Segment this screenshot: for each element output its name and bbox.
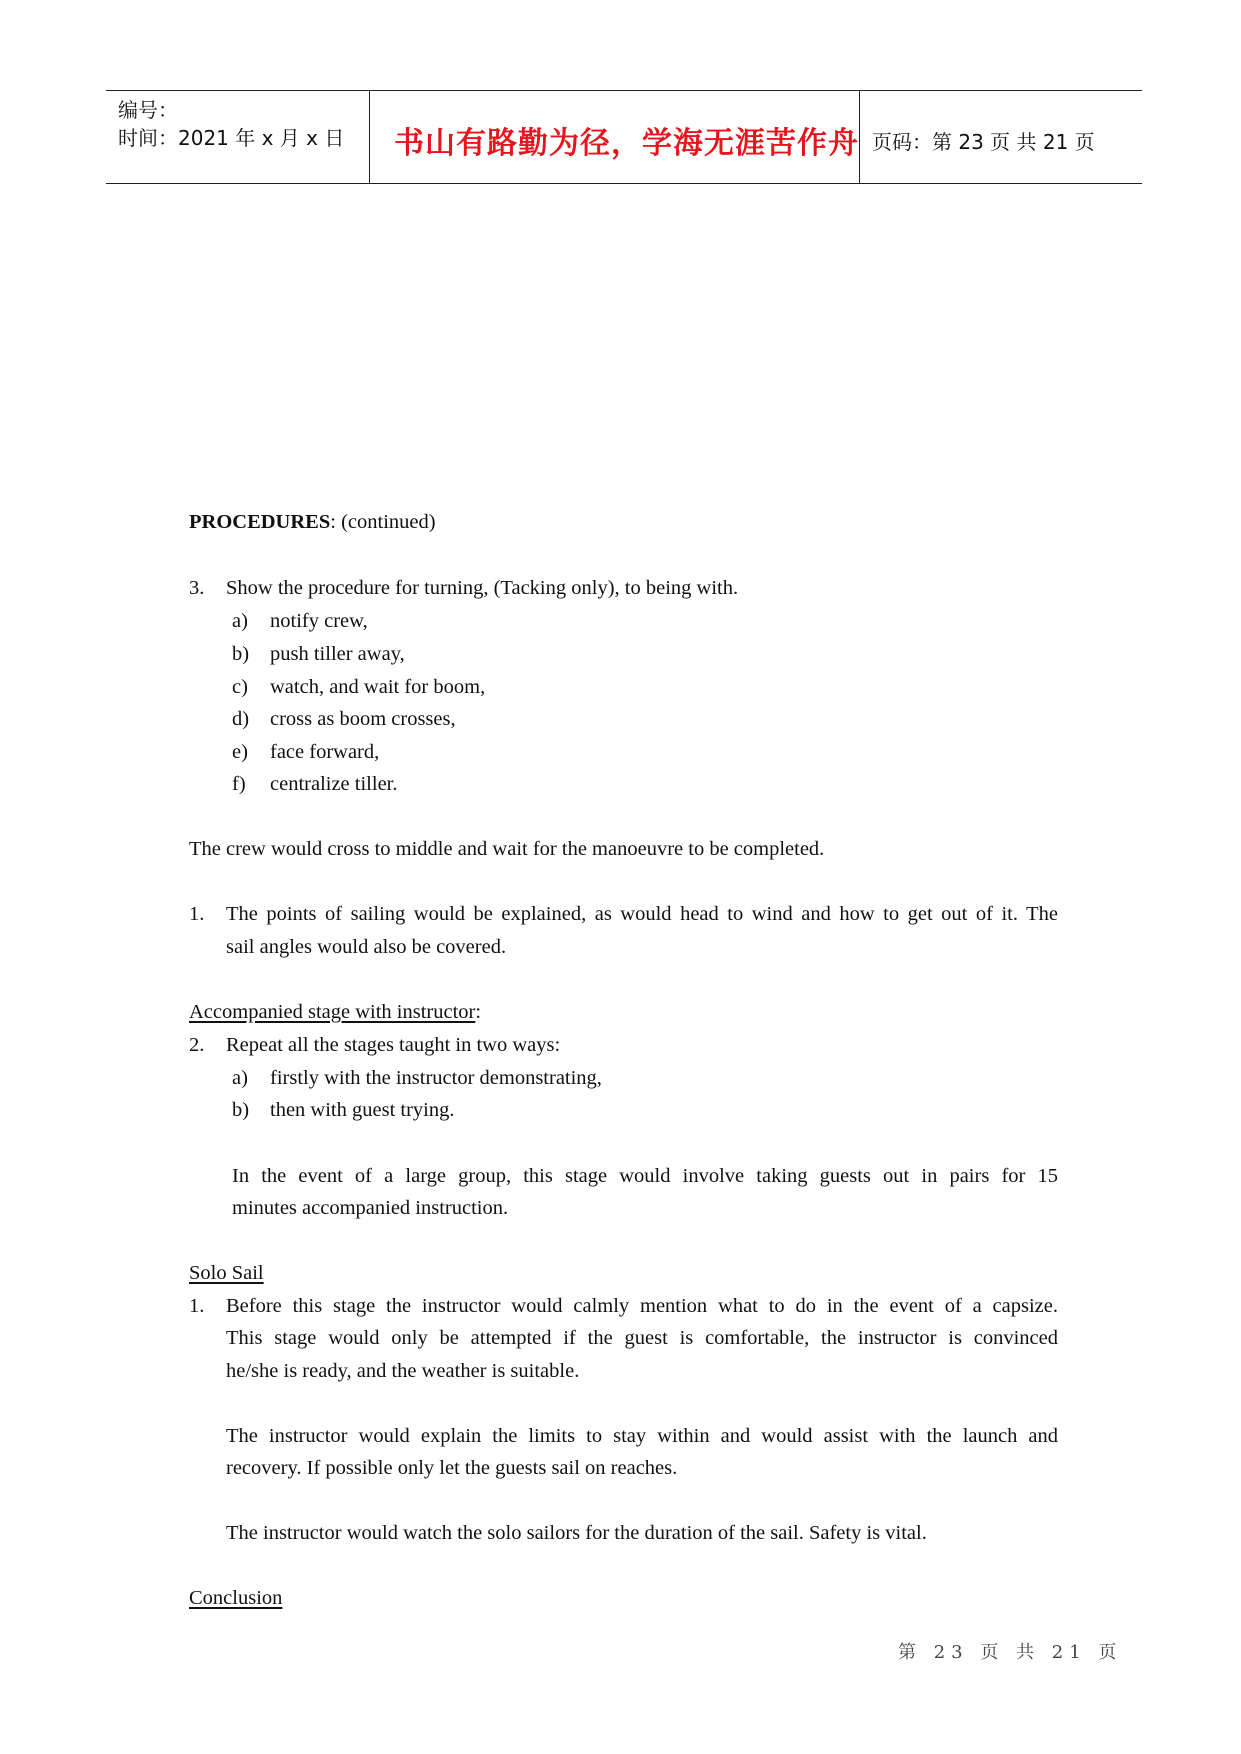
- step1-number: 1.: [189, 903, 205, 925]
- header-time-label: 时间：2021 年 x 月 x 日: [118, 126, 345, 150]
- step3-item-label: b): [232, 643, 250, 665]
- procedures-title: PROCEDURES: [189, 511, 331, 533]
- accompanied-heading-text: Accompanied stage with instructor: [189, 1001, 476, 1023]
- step2-item-text: then with guest trying.: [270, 1099, 455, 1121]
- solo-step-line: he/she is ready, and the weather is suitable.: [226, 1360, 580, 1382]
- header-bottom-rule: [106, 183, 1142, 184]
- solo-step-line: Before this stage the instructor would calmly mention what to do in the event of a capsize.: [226, 1295, 1058, 1317]
- solo-step-line: This stage would only be attempted if the guest is comfortable, the instructor is convinced: [226, 1327, 1058, 1349]
- step2-item-text: firstly with the instructor demonstrating,: [270, 1067, 602, 1089]
- step2-text: Repeat all the stages taught in two ways:: [226, 1034, 561, 1056]
- watch-paragraph: The instructor would watch the solo sailors for the duration of the sail. Safety is vital.: [226, 1522, 927, 1544]
- header-top-rule: [106, 90, 1142, 91]
- accompanied-heading: [189, 996, 481, 1029]
- limits-paragraph-line: recovery. If possible only let the guests sail on reaches.: [226, 1457, 678, 1479]
- step3-number: 3.: [189, 577, 205, 599]
- step2-item-label: b): [232, 1099, 250, 1121]
- conclusion-heading: Conclusion: [189, 1587, 283, 1609]
- step3-item-text: cross as boom crosses,: [270, 708, 456, 730]
- step3-item-text: notify crew,: [270, 610, 368, 632]
- solo-sail-heading: Solo Sail: [189, 1262, 264, 1284]
- crew-paragraph: The crew would cross to middle and wait for the manoeuvre to be completed.: [189, 838, 825, 860]
- step3-item-text: push tiller away,: [270, 643, 405, 665]
- header-page-label: 页码：第 23 页 共 21 页: [872, 130, 1095, 154]
- step3-text: Show the procedure for turning, (Tacking only), to being with.: [226, 577, 739, 599]
- step3-item-label: a): [232, 610, 248, 632]
- group-paragraph-line: In the event of a large group, this stage would involve taking guests out in pairs for 15: [232, 1165, 1058, 1187]
- accompanied-heading-colon: :: [475, 1001, 482, 1023]
- step3-item-label: e): [232, 741, 248, 763]
- step1-line: sail angles would also be covered.: [226, 936, 507, 958]
- header-motto: 书山有路勤为径，学海无涯苦作舟: [394, 126, 859, 161]
- footer-page-number: 第 23 页 共 21 页: [898, 1642, 1123, 1663]
- step3-item-label: c): [232, 676, 248, 698]
- solo-step-number: 1.: [189, 1295, 205, 1317]
- header-divider-right: [859, 90, 860, 183]
- step3-item-text: centralize tiller.: [270, 773, 398, 795]
- procedures-heading: [189, 506, 436, 539]
- header-number-label: 编号：: [118, 98, 178, 122]
- step3-item-label: f): [232, 773, 246, 795]
- header-divider-left: [369, 90, 370, 183]
- step3-item-text: watch, and wait for boom,: [270, 676, 486, 698]
- step3-item-label: d): [232, 708, 250, 730]
- procedures-suffix: : (continued): [330, 511, 436, 533]
- limits-paragraph-line: The instructor would explain the limits to stay within and would assist with the launch and: [226, 1425, 1058, 1447]
- step3-item-text: face forward,: [270, 741, 380, 763]
- step1-line: The points of sailing would be explained, as would head to wind and how to get out of it. The: [226, 903, 1058, 925]
- group-paragraph-line: minutes accompanied instruction.: [232, 1197, 509, 1219]
- step2-item-label: a): [232, 1067, 248, 1089]
- step2-number: 2.: [189, 1034, 205, 1056]
